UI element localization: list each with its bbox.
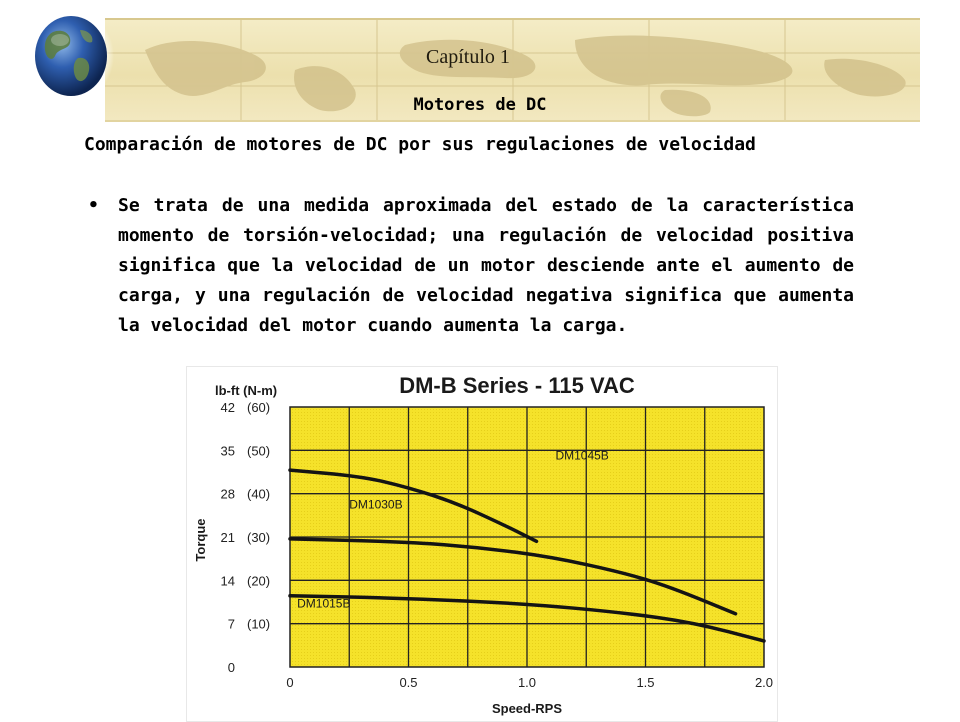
y-tick-label: 14 [220,573,235,589]
x-tick-label: 1.5 [636,675,655,690]
y-tick-label: 42 [220,400,235,415]
x-tick-label: 1.0 [517,675,537,690]
y-axis-label: Torque [193,518,208,562]
x-tick-label: 0.5 [399,675,418,690]
chart-title: DM-B Series - 115 VAC [399,373,635,398]
y-tick-label-nm: (40) [247,486,271,502]
series-label-dm1045b: DM1045B [555,448,609,463]
x-axis-label: Speed-RPS [491,701,563,716]
y-tick-label: 28 [220,486,235,502]
y-unit-label: lb-ft (N-m) [215,383,278,398]
torque-speed-chart [186,366,778,722]
globe-icon [28,10,114,102]
bullet-icon: • [88,195,99,216]
x-tick-label: 0 [286,675,294,690]
slide-subtitle: Comparación de motores de DC por sus regulaciones de velocidad [84,134,756,155]
bullet-text: Se trata de una medida aproximada del estado de la característica momento de torsión-velocidad; una regulación de velocidad positiva significa que la velocidad de un motor desciende ante el aumento de carga, y una regulación de velocidad negativa significa que aumenta la velocidad del motor cuando aumenta la carga. [118,195,854,336]
y-tick-label-nm: (20) [247,573,271,589]
y-tick-label: 35 [220,443,235,459]
y-tick-label-nm: (10) [247,616,271,632]
y-tick-label-nm: (50) [247,443,271,459]
series-label-dm1030b: DM1030B [349,497,403,512]
series-label-dm1015b: DM1015B [297,596,351,611]
x-tick-label: 2.0 [754,675,774,690]
y-tick-label-nm: (60) [247,400,271,415]
chapter-title: Capítulo 1 [426,46,510,68]
y-tick-label-nm: (30) [247,530,271,545]
y-tick-label: 21 [220,530,235,545]
y-tick-label: 7 [227,616,235,632]
slide-title: Motores de DC [413,95,547,115]
chart-svg [187,367,777,721]
y-tick-label: 0 [227,660,235,675]
bullet-item [84,191,854,341]
